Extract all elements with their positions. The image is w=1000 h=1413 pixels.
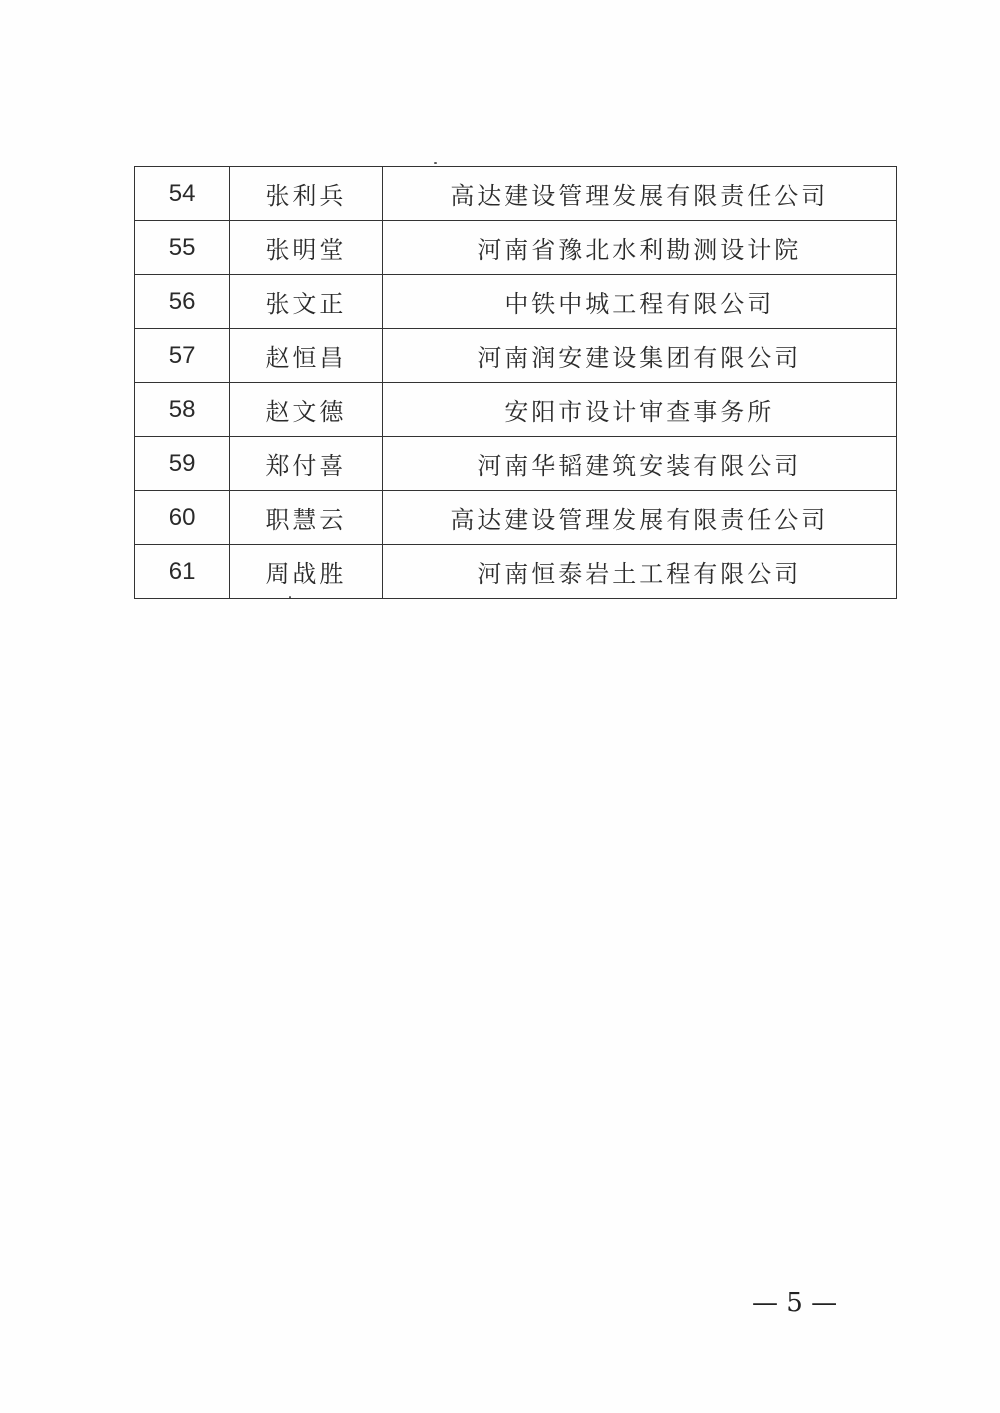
person-name: 周战胜 bbox=[230, 545, 382, 599]
person-name: 赵文德 bbox=[230, 383, 382, 437]
organization-name: 河南恒泰岩土工程有限公司 bbox=[382, 545, 896, 599]
row-number: 55 bbox=[135, 221, 230, 275]
row-number: 56 bbox=[135, 275, 230, 329]
person-name: 张利兵 bbox=[230, 167, 382, 221]
person-name: 赵恒昌 bbox=[230, 329, 382, 383]
roster-table bbox=[134, 166, 897, 599]
table-row bbox=[135, 275, 897, 329]
organization-name: 高达建设管理发展有限责任公司 bbox=[382, 491, 896, 545]
row-number: 60 bbox=[135, 491, 230, 545]
organization-name: 河南润安建设集团有限公司 bbox=[382, 329, 896, 383]
table-row bbox=[135, 437, 897, 491]
person-name: 郑付喜 bbox=[230, 437, 382, 491]
person-name: 张明堂 bbox=[230, 221, 382, 275]
row-number: 59 bbox=[135, 437, 230, 491]
organization-name: 高达建设管理发展有限责任公司 bbox=[382, 167, 896, 221]
table-row bbox=[135, 383, 897, 437]
row-number: 54 bbox=[135, 167, 230, 221]
person-name: 职慧云 bbox=[230, 491, 382, 545]
organization-name: 安阳市设计审查事务所 bbox=[382, 383, 896, 437]
table-row bbox=[135, 221, 897, 275]
organization-name: 河南省豫北水利勘测设计院 bbox=[382, 221, 896, 275]
table-row bbox=[135, 167, 897, 221]
table-row bbox=[135, 329, 897, 383]
table-row bbox=[135, 545, 897, 599]
page-number: — 5 — bbox=[752, 1288, 838, 1318]
scan-speck bbox=[434, 162, 437, 164]
row-number: 57 bbox=[135, 329, 230, 383]
row-number: 61 bbox=[135, 545, 230, 599]
table-row bbox=[135, 491, 897, 545]
organization-name: 中铁中城工程有限公司 bbox=[382, 275, 896, 329]
row-number: 58 bbox=[135, 383, 230, 437]
organization-name: 河南华韬建筑安装有限公司 bbox=[382, 437, 896, 491]
person-name: 张文正 bbox=[230, 275, 382, 329]
